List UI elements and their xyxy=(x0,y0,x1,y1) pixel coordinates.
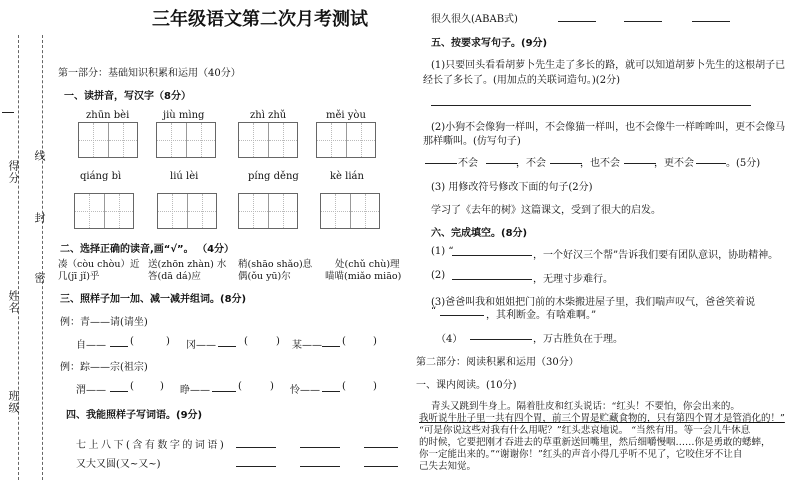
q4-answer-2b[interactable] xyxy=(300,466,340,467)
q6-f2-blank[interactable] xyxy=(452,269,532,280)
abab-answer-2[interactable] xyxy=(624,21,662,22)
q2-item-2[interactable]: 送(zhōn zhàn) 水 xyxy=(148,259,227,270)
q5-s1-answer[interactable] xyxy=(431,105,751,106)
q4-answer-1b[interactable] xyxy=(300,447,340,448)
abab-answer-3[interactable] xyxy=(692,21,730,22)
q5-s2-text5: 。(5分) xyxy=(726,158,761,169)
q3-r2-char1: 渭—— xyxy=(76,385,106,396)
pinyin-4: měi yòu xyxy=(326,110,366,121)
q1-heading: 一、读拼音，写汉字（8分） xyxy=(64,91,191,102)
q2-item-1[interactable]: 凑（còu chòu）近 xyxy=(58,259,140,270)
pinyin-3: zhì zhǔ xyxy=(250,110,287,121)
q5-s2-text3: ，也不会 xyxy=(580,158,620,169)
q3-r1-char2: 冈—— xyxy=(186,340,216,351)
q6-f4-text: ，万古胜负在于理。 xyxy=(533,334,623,345)
margin-secret-label: 密 xyxy=(33,272,46,284)
margin-score-label: 得分 xyxy=(7,160,20,184)
q3-r2-blank3[interactable] xyxy=(322,381,340,392)
binding-line-inner xyxy=(42,35,43,480)
margin-class-label: 班级 xyxy=(7,390,20,414)
q5-s2-blank1[interactable] xyxy=(425,153,457,164)
q3-r2-char3: 怜—— xyxy=(290,385,320,396)
q3-r2-open1: ( xyxy=(130,381,134,392)
pinyin-6: liú lèi xyxy=(170,171,199,182)
q3-r2-blank1[interactable] xyxy=(110,381,128,392)
q3-r1-char3: 某—— xyxy=(292,340,322,351)
margin-score-line xyxy=(2,112,14,113)
q5-s2-blank5[interactable] xyxy=(696,153,726,164)
q4-answer-2a[interactable] xyxy=(236,466,276,467)
q3-r1-char1: 自—— xyxy=(76,340,106,351)
q5-s2-text4: ，更不会 xyxy=(654,158,694,169)
q3-r1-open3: ( xyxy=(342,336,346,347)
q4-heading: 四、我能照样子写词语。(9分) xyxy=(66,410,203,421)
reading-para-6: 己失去知觉。 xyxy=(419,461,477,472)
q3-example-2: 例：踪——宗(祖宗) xyxy=(60,362,148,373)
margin-name-label: 姓名 xyxy=(7,290,20,314)
reading-para-3: “可是你说这些对我有什么用呢？”红头悲哀地说。 “当然有用。等一会儿牛休息 xyxy=(419,425,751,436)
writing-grid-4[interactable] xyxy=(316,122,376,158)
q3-r2-close1: ) xyxy=(160,381,164,392)
q3-r1-open2: ( xyxy=(244,336,248,347)
q5-s2-text1: 不会 xyxy=(458,158,478,169)
q5-s2-blank4[interactable] xyxy=(624,153,656,164)
abab-prompt: 很久很久(ABAB式) xyxy=(431,14,518,25)
q2-heading: 二、选择正确的读音,画“√”。 （4分） xyxy=(60,244,235,255)
part2-heading: 第二部分：阅读积累和运用（30分） xyxy=(416,357,579,368)
margin-line-label: 线 xyxy=(33,150,46,162)
pinyin-5: qiáng bì xyxy=(80,171,122,182)
q5-s1-line2: 经长了多长了。(用加点的关联词造句。)(2分) xyxy=(423,75,620,86)
q3-r2-blank2[interactable] xyxy=(212,381,236,392)
q2-item-4[interactable]: 处(chǔ chù)理 xyxy=(335,259,400,270)
writing-grid-3[interactable] xyxy=(238,122,298,158)
reading-para-4: 的时候，它要把刚才吞进去的草重新送回嘴里，然后细嚼慢咽……你是勇敢的蟋蟀， xyxy=(419,437,771,448)
q6-f3-blank[interactable] xyxy=(440,305,484,316)
q4-line-1: 七上八下(含有数字的词语) xyxy=(76,440,227,451)
q6-heading: 六、完成填空。(8分) xyxy=(431,228,528,239)
q3-r1-blank1[interactable] xyxy=(110,336,128,347)
writing-grid-7[interactable] xyxy=(238,193,298,229)
q3-r1-blank2[interactable] xyxy=(218,336,236,347)
q5-s2-blank3[interactable] xyxy=(550,153,582,164)
pinyin-8: kè lián xyxy=(330,171,364,182)
q6-f3-text: ，其利断金。有啥难啊。” xyxy=(486,310,597,321)
q6-f2-prefix: (2) xyxy=(431,270,446,281)
part1-heading: 第一部分：基础知识积累和运用（40分） xyxy=(58,68,241,79)
q5-s1-line1: (1)只要回头看看胡萝卜先生走了多长的路，就可以知道胡萝卜先生的这根胡子已 xyxy=(431,60,786,71)
q6-f2-text: ，无理寸步难行。 xyxy=(533,274,613,285)
q3-r1-open1: ( xyxy=(130,336,134,347)
writing-grid-5[interactable] xyxy=(74,193,134,229)
q3-r2-open3: ( xyxy=(342,381,346,392)
q3-r1-close3: ) xyxy=(373,336,377,347)
q6-f4-blank[interactable] xyxy=(470,329,532,340)
pinyin-1: zhūn bèi xyxy=(86,110,130,121)
q2-item-3[interactable]: 稍(shāo shǎo)息 xyxy=(238,259,313,270)
q5-s2-line2: 那样嘶叫。(仿写句子) xyxy=(423,136,521,147)
writing-grid-2[interactable] xyxy=(156,122,216,158)
q3-r1-close1: ) xyxy=(166,336,170,347)
q5-s2-blank2[interactable] xyxy=(486,153,518,164)
writing-grid-6[interactable] xyxy=(157,193,217,229)
reading-heading: 一、课内阅读。(10分) xyxy=(416,380,517,391)
q3-r1-blank3[interactable] xyxy=(322,336,340,347)
q6-f3-open: “ xyxy=(431,306,437,317)
reading-para-2: 我听说牛肚子里一共有四个胃，前三个胃是贮藏食物的，只有第四个胃才是管消化的！” xyxy=(419,413,785,424)
writing-grid-1[interactable] xyxy=(78,122,138,158)
pinyin-2: jiù mìng xyxy=(163,110,205,121)
q5-s2-line1: (2)小狗不会像狗一样叫，不会像猫一样叫，也不会像牛一样哞哞叫，更不会像马 xyxy=(431,122,786,133)
reading-para-5: 你一定能出来的。”“谢谢你！”红头的声音小得几乎听不见了，它咬住牙不让自 xyxy=(419,449,743,460)
q5-s3-sentence: 学习了《去年的树》这篇课文，受到了很大的启发。 xyxy=(431,205,661,216)
q6-f1-text: ，一个好汉三个帮”告诉我们要有团队意识，协助精神。 xyxy=(533,250,779,261)
margin-seal-label: 封 xyxy=(33,212,46,224)
q5-s2-text2: ，不会 xyxy=(516,158,546,169)
writing-grid-8[interactable] xyxy=(320,193,380,229)
q6-f4-prefix: （4） xyxy=(436,334,463,345)
q3-r2-char2: 睁—— xyxy=(180,385,210,396)
q3-r2-open2: ( xyxy=(238,381,242,392)
abab-answer-1[interactable] xyxy=(558,21,596,22)
q6-f1-blank[interactable] xyxy=(452,245,532,256)
q2-item-5[interactable]: 几(jī jǐ)乎 xyxy=(58,271,100,282)
q3-r1-close2: ) xyxy=(276,336,280,347)
q4-answer-1c[interactable] xyxy=(364,447,398,448)
q3-r2-close3: ) xyxy=(373,381,377,392)
q2-item-8[interactable]: 喵喵(miǎo miāo) xyxy=(325,271,402,282)
q4-answer-2c[interactable] xyxy=(364,466,398,467)
reading-para-1: 青头又跳到牛身上。隔着肚皮和红头说话：“红头！不要怕，你会出来的。 xyxy=(431,401,740,412)
page-title: 三年级语文第二次月考测试 xyxy=(152,9,368,30)
q6-f3-line1: (3)爸爸叫我和姐姐把门前的木柴搬进屋子里，我们喘声叹气，爸爸笑着说 xyxy=(431,297,756,308)
q4-line-2: 又大又圆(又~又~) xyxy=(76,459,161,470)
q3-heading: 三、照样子加一加、减一减并组词。(8分) xyxy=(60,294,247,305)
q5-s3-prompt: (3) 用修改符号修改下面的句子(2分) xyxy=(431,182,593,193)
q3-example-1: 例：青——请(请坐) xyxy=(60,317,148,328)
q4-answer-1a[interactable] xyxy=(236,447,276,448)
q6-f1-prefix: (1) “ xyxy=(431,246,454,257)
q5-heading: 五、按要求写句子。(9分) xyxy=(431,38,548,49)
q2-item-6[interactable]: 答(dā dá)应 xyxy=(148,271,201,282)
q3-r2-close2: ) xyxy=(270,381,274,392)
pinyin-7: píng děng xyxy=(248,171,299,182)
q2-item-7[interactable]: 偶(ǒu yū)尔 xyxy=(238,271,291,282)
